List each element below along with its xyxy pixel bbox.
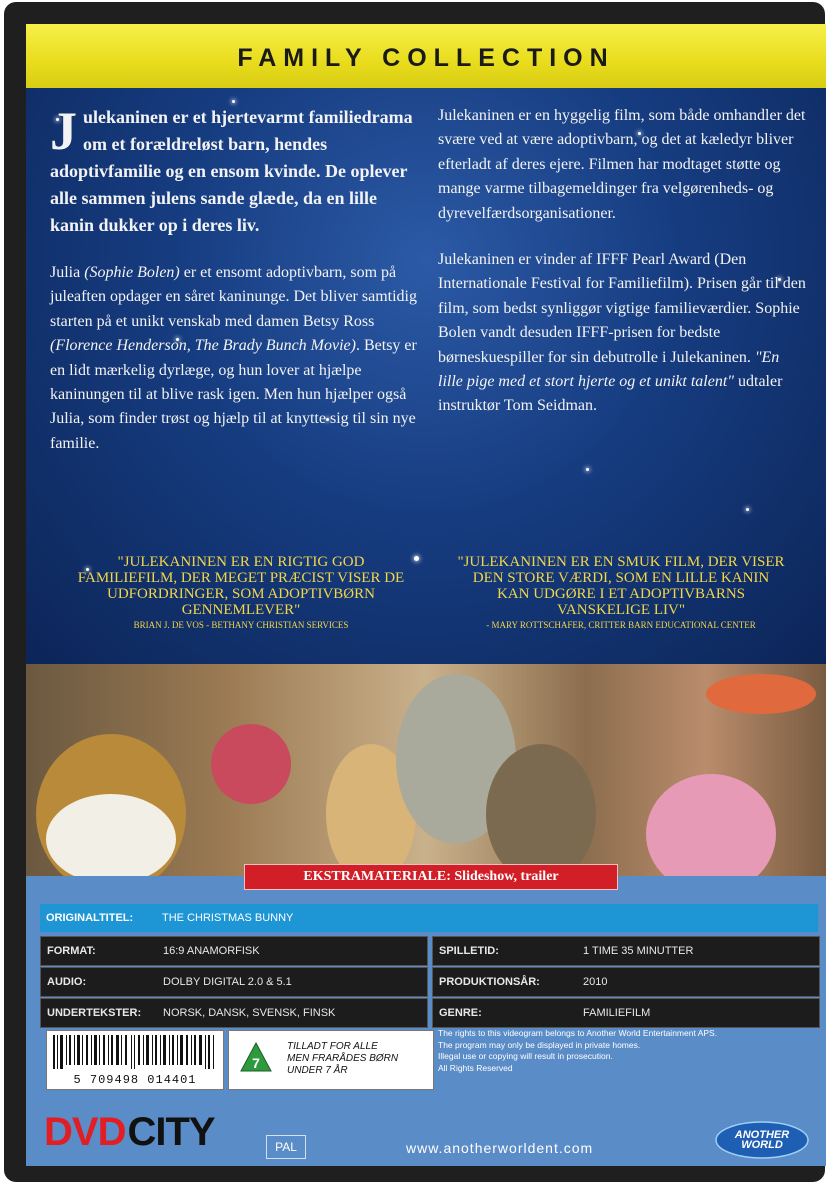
star-icon: [586, 468, 589, 471]
value-undertekster: NORSK, DANSK, SVENSK, FINSK: [163, 1007, 336, 1019]
boy-figure: [486, 744, 596, 876]
star-icon: [746, 508, 749, 511]
extras-label: EKSTRAMATERIALE: Slideshow, trailer: [244, 864, 618, 890]
value-format: 16:9 ANAMORFISK: [163, 945, 260, 957]
white-bunny: [46, 794, 176, 876]
synopsis-intro: [50, 101, 420, 239]
star-icon: [232, 100, 235, 103]
dvdcity-logo: [44, 1110, 215, 1155]
row-produktionsaar: [432, 967, 820, 997]
text-run-italic: "En lille pige med et stort hjerte og et unikt talent": [438, 348, 780, 391]
synopsis-left-column: [50, 101, 420, 478]
text-run: Julekaninen er vinder af IFFF Pearl Award (Den Internationale Festival for Familiefilm). Prisen går til den film, som bedst synliggør vigtige familieværdier. Sophie Bolen vandt desuden IFFF-prisen for bedste børneskuespiller for sin debutrolle i Julekaninen.: [438, 251, 806, 366]
striped-hat: [211, 724, 291, 804]
star-icon: [414, 556, 419, 561]
rights-notice: [438, 1028, 820, 1074]
value-audio: DOLBY DIGITAL 2.0 & 5.1: [163, 976, 292, 988]
label-format: FORMAT:: [47, 945, 96, 957]
label-audio: AUDIO:: [47, 976, 87, 988]
label-originaltitel: ORIGINALTITEL:: [46, 912, 134, 924]
quote-attribution: BRIAN J. DE VOS - BETHANY CHRISTIAN SERVICES: [133, 620, 349, 630]
banner-title: FAMILY COLLECTION: [237, 44, 615, 72]
quote-attribution: - MARY ROTTSCHAFER, CRITTER BARN EDUCATIONAL CENTER: [486, 620, 756, 630]
value-spilletid: 1 TIME 35 MINUTTER: [583, 945, 694, 957]
rating-line: MEN FRARÅDES BØRN: [287, 1053, 399, 1064]
synopsis-paragraph: Julekaninen er en hyggelig film, som både omhandler det svære ved at være adoptivbarn, og det at kæledyr bliver efterladt af deres ejere. Filmen har modtaget støtte og mange varme tilbagemeldinger fra velgørenheds- og dyrevelfærdsorganisationer.: [438, 107, 806, 222]
film-still-photo: [26, 664, 826, 876]
row-undertekster: [40, 998, 428, 1028]
logo-text-line: ANOTHER: [734, 1129, 790, 1141]
label-spilletid: SPILLETID:: [439, 945, 499, 957]
row-genre: [432, 998, 820, 1028]
age-rating-number: 7: [252, 1055, 260, 1071]
another-world-logo: [714, 1118, 810, 1162]
synopsis-paragraph: [438, 248, 806, 419]
website-url: www.anotherworldent.com: [406, 1140, 594, 1156]
value-produktionsaar: 2010: [583, 976, 608, 988]
drop-cap: J: [50, 101, 77, 161]
label-undertekster: UNDERTEKSTER:: [47, 1007, 142, 1019]
value-originaltitel: THE CHRISTMAS BUNNY: [162, 912, 294, 924]
orange-hat: [706, 674, 816, 714]
text-run-italic: (Florence Henderson, The Brady Bunch Movie): [50, 337, 356, 355]
row-spilletid: [432, 936, 820, 966]
row-originaltitel: [40, 904, 818, 932]
logo-text-line: WORLD: [741, 1139, 783, 1151]
text-run: udtaler instruktør Tom Seidman.: [438, 373, 783, 415]
quote-text: "JULEKANINEN ER EN RIGTIG GOD FAMILIEFILM, DER MEGET PRÆCIST VISER DE UDFORDRINGER, SOM ADOPTIVBØRN GENNEMLEVER": [77, 554, 405, 618]
synopsis-paragraph: [50, 261, 420, 456]
quote-text: "JULEKANINEN ER EN SMUK FILM, DER VISER DEN STORE VÆRDI, SOM EN LILLE KANIN KAN UDGØRE I ET ADOPTIVBARNS VANSKELIGE LIV": [457, 554, 785, 618]
rights-line: The rights to this videogram belongs to Another World Entertainment APS.: [438, 1028, 718, 1038]
pal-badge: PAL: [266, 1135, 306, 1159]
collection-banner: [26, 24, 826, 88]
barcode: [46, 1030, 224, 1090]
rights-line: All Rights Reserved: [438, 1062, 513, 1073]
review-quote-left: [76, 554, 406, 631]
age-rating: [228, 1030, 434, 1090]
girl-pink-jacket: [646, 774, 776, 876]
another-world-logo-text: [714, 1130, 810, 1150]
text-run-italic: (Sophie Bolen): [84, 264, 180, 281]
intro-text: ulekaninen er et hjertevarmt familiedrama om et forældreløst barn, hendes adoptivfamilie og en ensom kvinde. De oplever alle sammen julens sande glæde, da en lille kanin dukker op i deres liv.: [50, 107, 413, 235]
row-format: [40, 936, 428, 966]
rating-line: TILLADT FOR ALLE: [287, 1041, 378, 1052]
text-run: . Betsy er en lidt mærkelig dyrlæge, og hun lover at hjælpe kaninungen til at blive rask igen. Men hun hjælper også Julia, som finder trøst og hjælp til at knytte sig til sin nye familie.: [50, 337, 417, 452]
rating-text: [287, 1041, 398, 1077]
value-genre: FAMILIEFILM: [583, 1007, 651, 1019]
row-audio: [40, 967, 428, 997]
rights-line: The program may only be displayed in private homes.: [438, 1039, 641, 1050]
dvd-back-cover: [26, 24, 826, 1166]
barcode-number: 5 709498 014401: [73, 1073, 197, 1087]
label-produktionsaar: PRODUKTIONSÅR:: [439, 976, 540, 988]
rating-line: UNDER 7 ÅR: [287, 1065, 348, 1076]
text-run: er et ensomt adoptivbarn, som på juleaften opdager en såret kaninunge. Det bliver samtidig starten på et unikt venskab med damen Betsy Ross: [50, 264, 417, 330]
review-quote-right: [456, 554, 786, 631]
logo-part: DVD: [44, 1110, 126, 1154]
rights-line: Illegal use or copying will result in prosecution.: [438, 1051, 613, 1061]
age-rating-icon: [239, 1041, 273, 1075]
logo-part: CITY: [127, 1110, 215, 1154]
text-run: Julia: [50, 264, 85, 281]
synopsis-right-column: [438, 104, 806, 441]
label-genre: GENRE:: [439, 1007, 482, 1019]
barcode-bars-icon: [47, 1031, 223, 1071]
